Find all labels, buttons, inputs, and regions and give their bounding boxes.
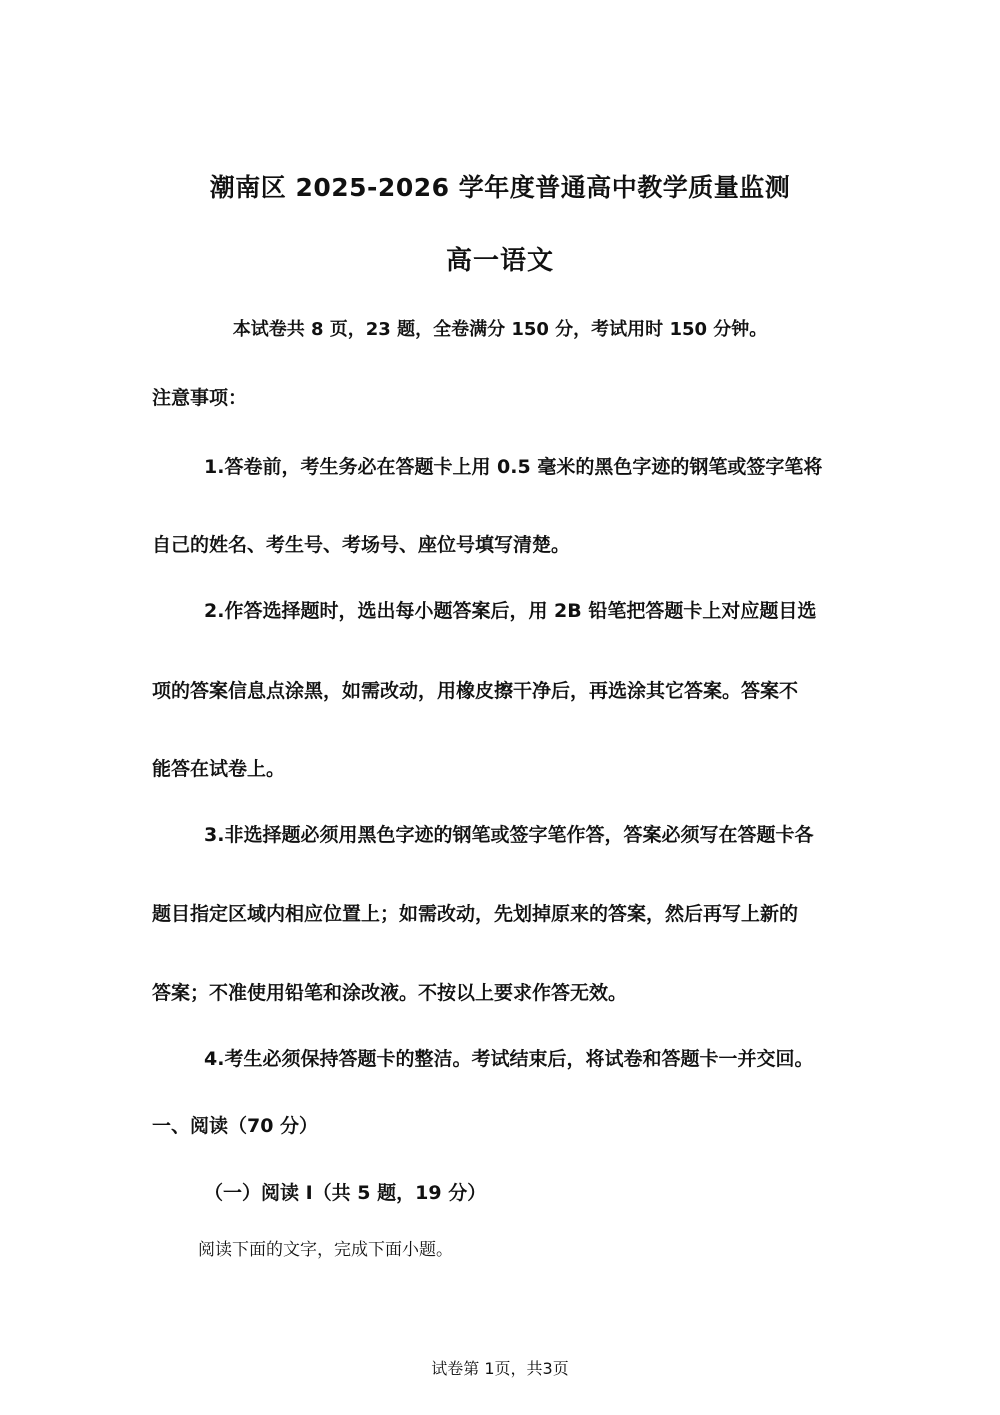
- notice-item-2-line-3: 能答在试卷上。: [152, 758, 286, 780]
- subject-title: 高一语文: [445, 246, 554, 276]
- notice-item-3-line-3: 答案；不准使用铅笔和涂改液。不按以上要求作答无效。: [152, 982, 628, 1004]
- notice-item-3-line-1: 3.非选择题必须用黑色字迹的钢笔或签字笔作答，答案必须写在答题卡各: [204, 824, 814, 846]
- notice-item-4-line-1: 4.考生必须保持答题卡的整洁。考试结束后，将试卷和答题卡一并交回。: [204, 1048, 814, 1070]
- notice-item-1-line-1: 1.答卷前，考生务必在答题卡上用 0.5 毫米的黑色字迹的钢笔或签字笔将: [204, 456, 823, 478]
- notice-heading: 注意事项：: [152, 387, 248, 409]
- page-footer: 试卷第 1页，共3页: [431, 1359, 569, 1378]
- notice-item-1-line-2: 自己的姓名、考生号、考场号、座位号填写清楚。: [152, 534, 571, 556]
- subsection-title: （一）阅读 I（共 5 题，19 分）: [204, 1182, 487, 1204]
- section-title: 一、阅读（70 分）: [152, 1115, 319, 1137]
- notice-item-3-line-2: 题目指定区域内相应位置上；如需改动，先划掉原来的答案，然后再写上新的: [152, 903, 799, 925]
- exam-title: 潮南区 2025-2026 学年度普通高中教学质量监测: [209, 173, 791, 202]
- exam-info: 本试卷共 8 页，23 题，全卷满分 150 分，考试用时 150 分钟。: [232, 319, 768, 340]
- notice-item-2-line-2: 项的答案信息点涂黑，如需改动，用橡皮擦干净后，再选涂其它答案。答案不: [152, 680, 799, 702]
- notice-item-2-line-1: 2.作答选择题时，选出每小题答案后，用 2B 铅笔把答题卡上对应题目选: [204, 600, 817, 622]
- reading-instruction: 阅读下面的文字，完成下面小题。: [198, 1240, 453, 1260]
